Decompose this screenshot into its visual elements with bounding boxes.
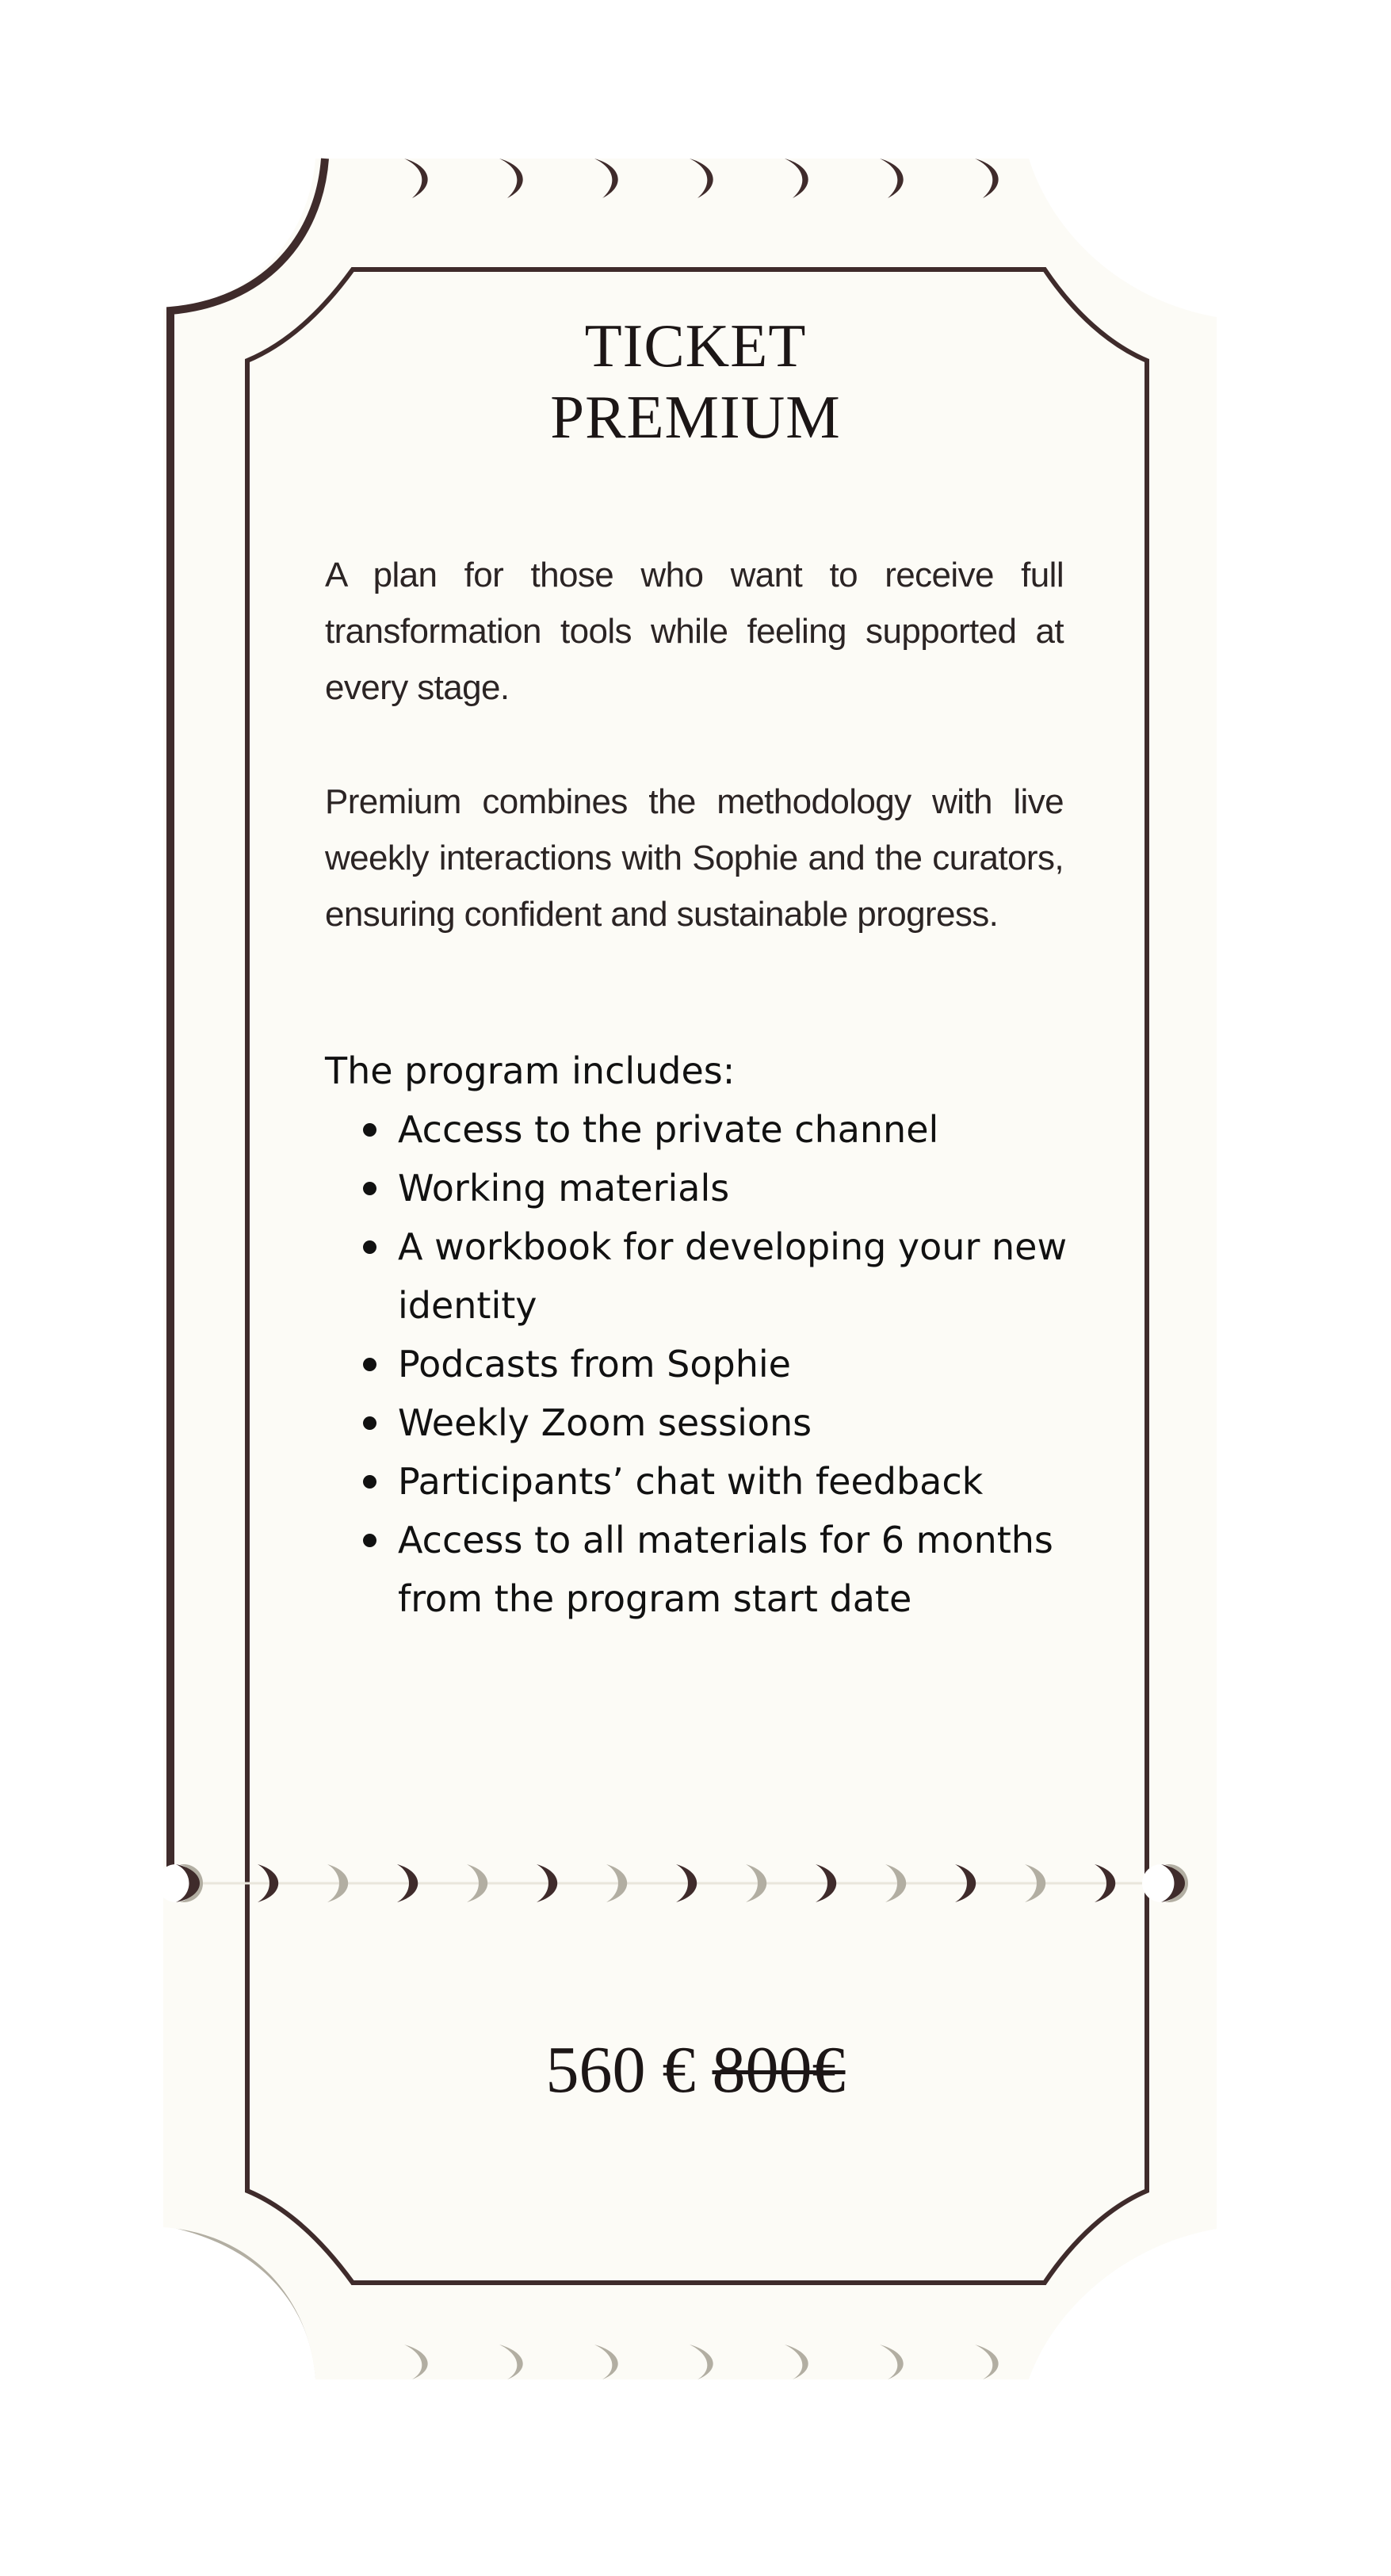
ticket-title-line-1: TICKET	[584, 311, 807, 380]
list-item	[325, 1335, 1078, 1393]
price-current: 560 €	[545, 2033, 696, 2107]
list-item-text: Access to the private channel	[398, 1108, 939, 1151]
list-item-text: Participants’ chat with feedback	[398, 1460, 984, 1503]
bullet-icon	[363, 1182, 376, 1195]
list-item	[325, 1100, 1078, 1159]
list-item	[325, 1393, 1078, 1452]
bullet-icon	[363, 1534, 376, 1547]
bullet-icon	[363, 1358, 376, 1371]
list-item-text: A workbook for developing your new identity	[398, 1225, 1068, 1327]
list-item	[325, 1159, 1078, 1217]
bullet-icon	[363, 1240, 376, 1254]
list-item-text: Working materials	[398, 1167, 730, 1210]
price-row	[0, 2033, 1391, 2107]
list-item-text: Access to all materials for 6 months from the program start date	[398, 1519, 1053, 1620]
bullet-icon	[363, 1475, 376, 1489]
bullet-icon	[363, 1416, 376, 1430]
list-item	[325, 1217, 1078, 1335]
ticket-title-line-2: PREMIUM	[550, 383, 841, 451]
list-item	[325, 1511, 1078, 1628]
intro-paragraph-1: A plan for those who want to receive full transformation tools while feeling supported at every stage.	[325, 556, 1064, 707]
list-item-text: Podcasts from Sophie	[398, 1343, 791, 1385]
list-item	[325, 1452, 1078, 1511]
bullet-icon	[363, 1123, 376, 1137]
price-old: 800€	[712, 2033, 846, 2107]
includes-list	[325, 1100, 1078, 1628]
intro-paragraph-2: Premium combines the methodology with live weekly interactions with Sophie and the curators, ensuring confident and sustainable progress.	[325, 782, 1064, 934]
list-item-text: Weekly Zoom sessions	[398, 1401, 812, 1444]
includes-heading: The program includes:	[325, 1049, 736, 1092]
